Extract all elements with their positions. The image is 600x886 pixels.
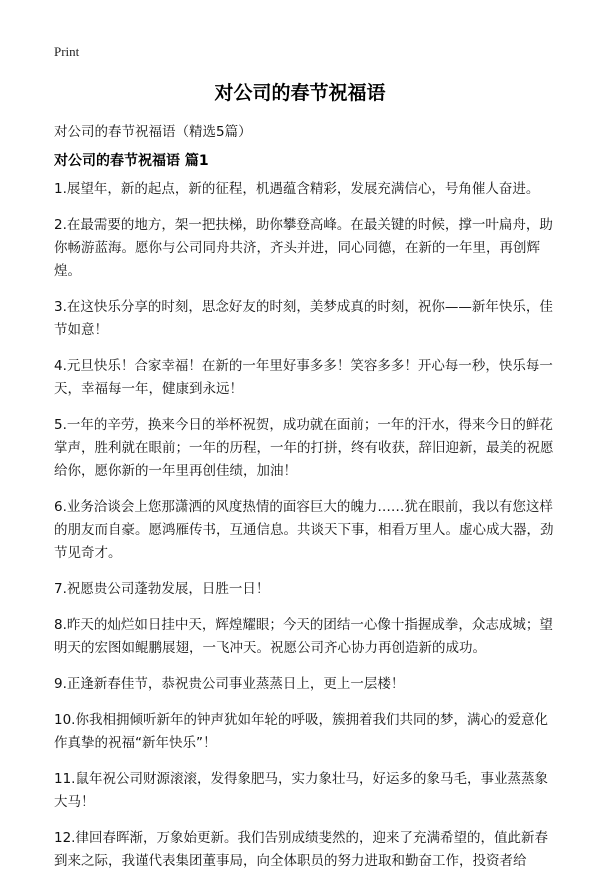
section-heading: 对公司的春节祝福语 篇1 bbox=[54, 153, 209, 169]
paragraph-11: 11.鼠年祝公司财源滚滚，发得象肥马，实力象壮马，好运多的象马毛，事业蒸蒸象大马！ bbox=[54, 771, 548, 810]
paragraph-12: 12.律回春晖渐，万象始更新。我们告别成绩斐然的，迎来了充满希望的，值此新春到来之际，我谨代表集团董事局，向全体职员的努力进取和勤奋工作，投资者给 bbox=[54, 830, 548, 869]
page-title: 对公司的春节祝福语 bbox=[214, 82, 386, 104]
paragraph-4: 4.元旦快乐！合家幸福！在新的一年里好事多多！笑容多多！开心每一秒，快乐每一天，幸福每一年，健康到永远！ bbox=[54, 358, 553, 397]
paragraph-6: 6.业务洽谈会上您那潇洒的风度热情的面容巨大的魄力……犹在眼前，我以有您这样的朋友而自豪。愿鸿雁传书，互通信息。共谈天下事，相看万里人。虚心成大器，劲节见奇才。 bbox=[54, 499, 554, 561]
paragraph-9: 9.正逢新春佳节，恭祝贵公司事业蒸蒸日上，更上一层楼！ bbox=[54, 676, 405, 692]
document-subtitle: 对公司的春节祝福语（精选5篇） bbox=[54, 124, 252, 140]
paragraph-1: 1.展望年，新的起点，新的征程，机遇蕴含精彩，发展充满信心，号角催人奋进。 bbox=[54, 181, 540, 197]
paragraph-5: 5.一年的辛劳，换来今日的举杯祝贺，成功就在面前；一年的汗水，得来今日的鲜花掌声，胜利就在眼前；一年的历程，一年的打拼，终有收获，辞旧迎新，最美的祝愿给你，愿你新的一年里再创佳绩，加油！ bbox=[54, 417, 554, 479]
paragraph-8: 8.昨天的灿烂如日挂中天，辉煌耀眼；今天的团结一心像十指握成拳，众志成城；望明天的宏图如鲲鹏展翅，一飞冲天。祝愿公司齐心协力再创造新的成功。 bbox=[54, 617, 553, 656]
paragraph-10: 10.你我相拥倾听新年的钟声犹如年轮的呼吸，簇拥着我们共同的梦，满心的爱意化作真挚的祝福“新年快乐”！ bbox=[54, 712, 548, 751]
paragraph-7: 7.祝愿贵公司蓬勃发展，日胜一日！ bbox=[54, 581, 270, 597]
paragraph-3: 3.在这快乐分享的时刻，思念好友的时刻，美梦成真的时刻，祝你——新年快乐，佳节如意！ bbox=[54, 299, 553, 338]
print-label: Print bbox=[54, 44, 80, 59]
paragraph-2: 2.在最需要的地方，架一把扶梯，助你攀登高峰。在最关键的时候，撑一叶扁舟，助你畅游蓝海。愿你与公司同舟共济，齐头并进，同心同德，在新的一年里，再创辉煌。 bbox=[54, 217, 553, 279]
paragraph-list bbox=[54, 178, 554, 886]
